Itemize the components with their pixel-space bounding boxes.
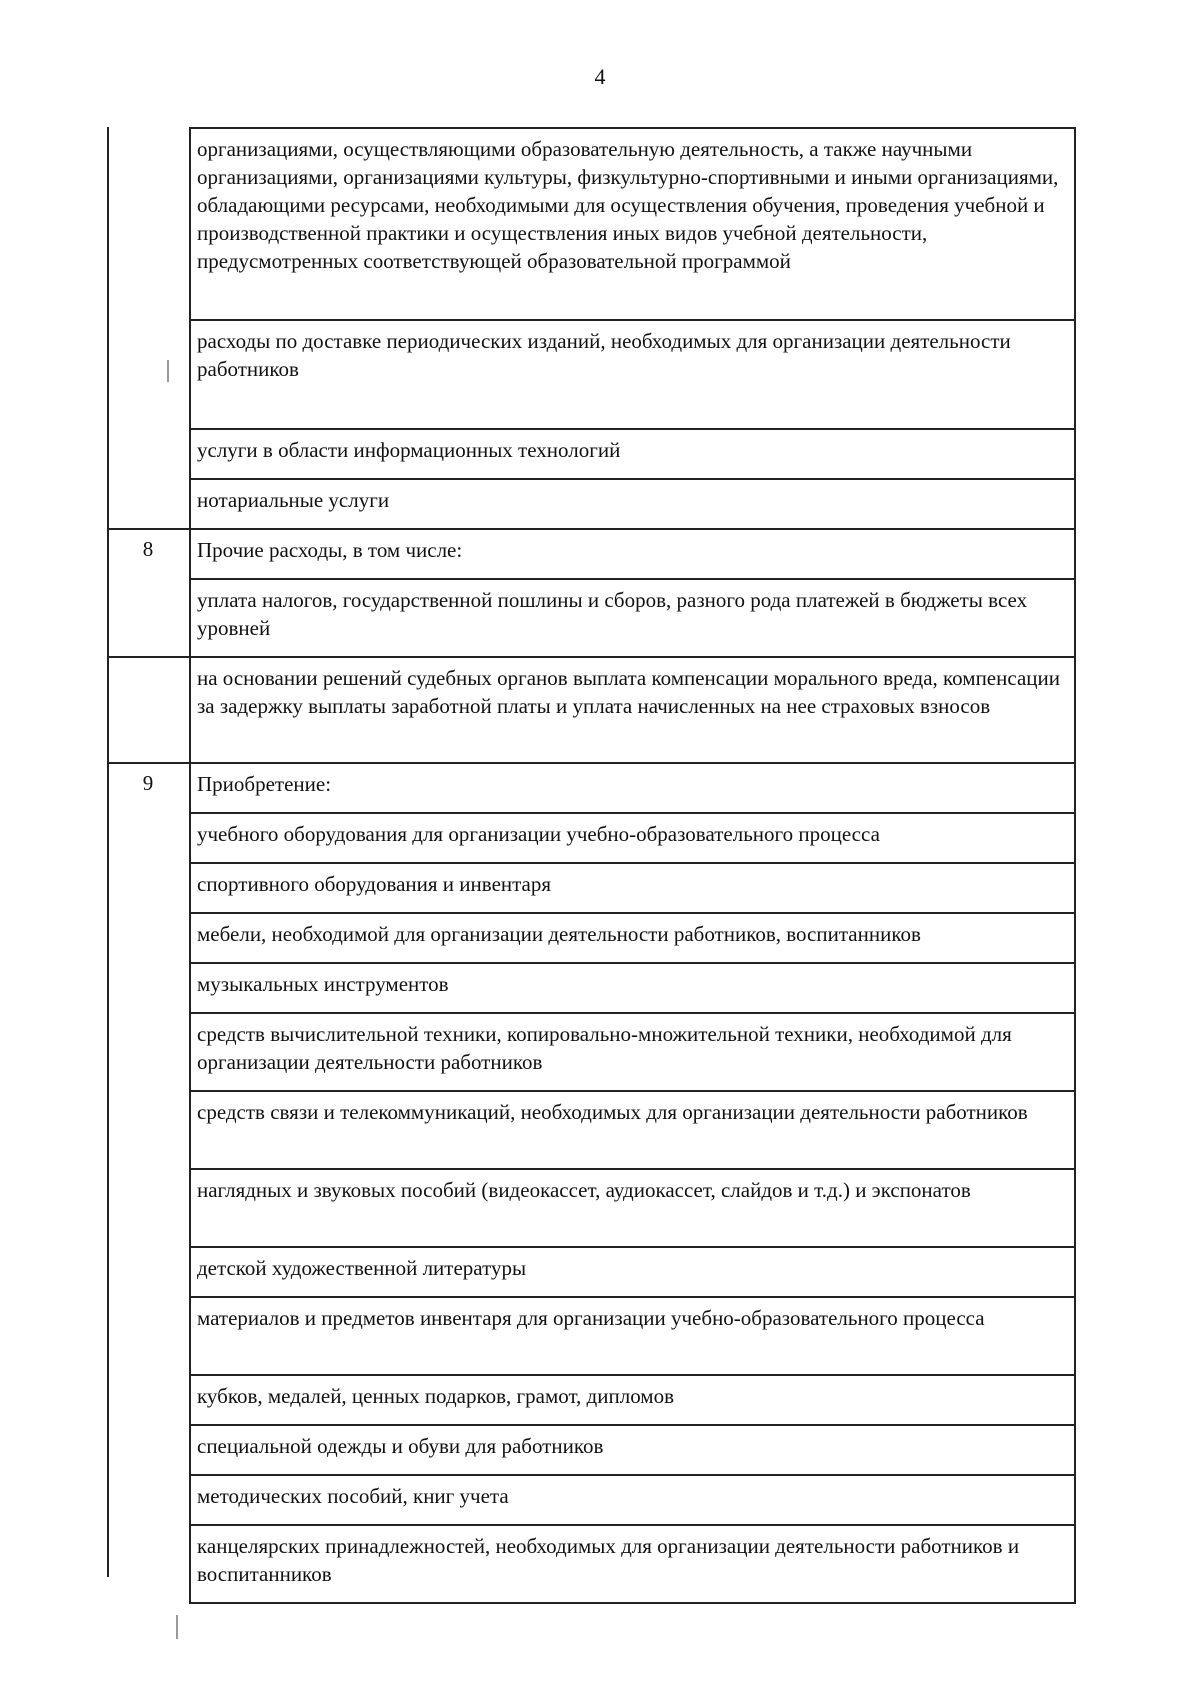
row-text: Прочие расходы, в том числе: xyxy=(197,538,463,562)
table-row xyxy=(189,812,1076,862)
table-row xyxy=(189,656,1076,762)
row-text: музыкальных инструментов xyxy=(197,972,449,996)
table-row xyxy=(189,127,1076,319)
table-row xyxy=(189,578,1076,656)
row-text: уплата налогов, государственной пошлины и сборов, разного рода платежей в бюджеты всех уровней xyxy=(197,588,1028,640)
table-row xyxy=(189,962,1076,1012)
row-text: спортивного оборудования и инвентаря xyxy=(197,872,552,896)
row-number: 8 xyxy=(142,537,154,561)
table-row xyxy=(189,1524,1076,1604)
scan-mark xyxy=(167,360,169,382)
table-row xyxy=(189,762,1076,812)
table-row xyxy=(189,1168,1076,1246)
number-column-divider xyxy=(107,656,189,658)
row-text: кубков, медалей, ценных подарков, грамот, дипломов xyxy=(197,1384,675,1408)
row-text: канцелярских принадлежностей, необходимых для организации деятельности работников и воспитанников xyxy=(197,1534,1020,1586)
table-row xyxy=(189,1296,1076,1374)
table-left-border xyxy=(107,127,109,1577)
table-row xyxy=(189,1090,1076,1168)
table-row xyxy=(189,862,1076,912)
table-row xyxy=(189,319,1076,428)
table-row xyxy=(189,1246,1076,1296)
row-text: средств вычислительной техники, копировально-множительной техники, необходимой для организации деятельности работников xyxy=(197,1022,1012,1074)
row-text: мебели, необходимой для организации деятельности работников, воспитанников xyxy=(197,922,921,946)
table-row xyxy=(189,1424,1076,1474)
row-text: учебного оборудования для организации учебно-образовательного процесса xyxy=(197,822,880,846)
row-text: расходы по доставке периодических изданий, необходимых для организации деятельности работников xyxy=(197,329,1011,381)
row-text: детской художественной литературы xyxy=(197,1256,527,1280)
table-row xyxy=(189,528,1076,578)
row-text: специальной одежды и обуви для работников xyxy=(197,1434,604,1458)
row-text: материалов и предметов инвентаря для организации учебно-образовательного процесса xyxy=(197,1306,985,1330)
scan-mark xyxy=(176,1615,178,1639)
table-row xyxy=(189,428,1076,478)
row-text: нотариальные услуги xyxy=(197,488,390,512)
page-number: 4 xyxy=(594,64,606,89)
row-text: методических пособий, книг учета xyxy=(197,1484,509,1508)
row-text: наглядных и звуковых пособий (видеокассет, аудиокассет, слайдов и т.д.) и экспонатов xyxy=(197,1178,971,1202)
row-number: 9 xyxy=(142,771,154,795)
row-text: организациями, осуществляющими образовательную деятельность, а также научными организациями, организациями культуры, физкультурно-спортивными и иными организациями, обладающими ресурсами, необходимыми для осуществления обучения, проведения учебной и производственной практики и осуществления иных видов учебной деятельности, предусмотренных соответствующей образовательной программой xyxy=(197,137,1059,273)
row-text: на основании решений судебных органов выплата компенсации морального вреда, компенсации за задержку выплаты заработной платы и уплата начисленных на нее страховых взносов xyxy=(197,666,1060,718)
table-row xyxy=(189,1012,1076,1090)
row-text: средств связи и телекоммуникаций, необходимых для организации деятельности работников xyxy=(197,1100,1028,1124)
row-text: Приобретение: xyxy=(197,772,332,796)
table-row xyxy=(189,912,1076,962)
table-row xyxy=(189,1474,1076,1524)
row-text: услуги в области информационных технологий xyxy=(197,438,621,462)
number-column-divider xyxy=(107,528,189,530)
table-row xyxy=(189,1374,1076,1424)
table-row xyxy=(189,478,1076,528)
number-column-divider xyxy=(107,762,189,764)
